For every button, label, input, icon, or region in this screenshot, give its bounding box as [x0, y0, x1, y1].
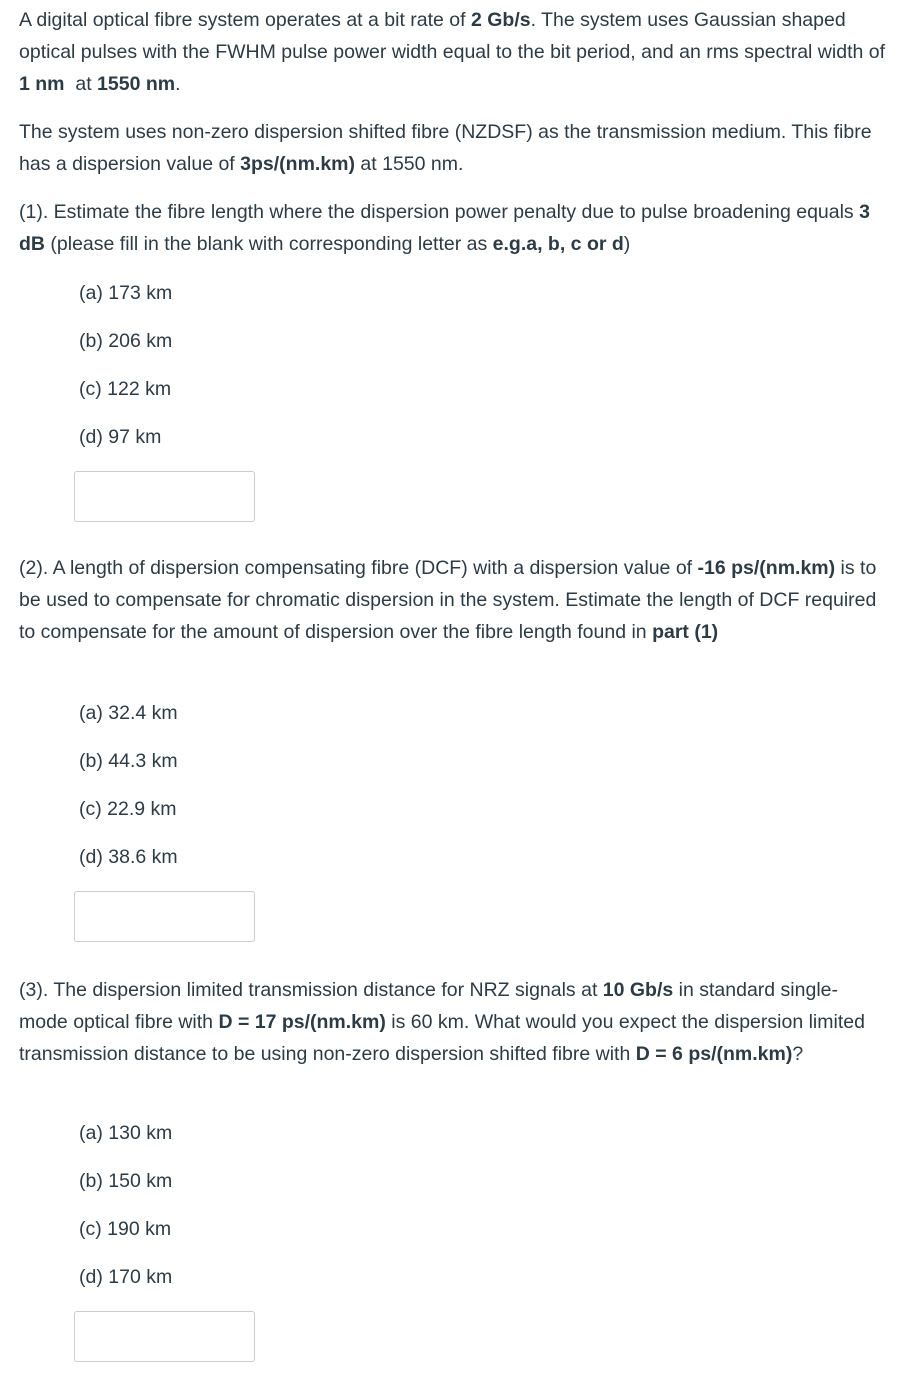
option-d: (d) 97 km	[79, 426, 162, 448]
intro-paragraph-1: A digital optical fibre system operates at a bit rate of 2 Gb/s. The system uses Gaussian shaped optical pulses with the FWHM pulse power width equal to the bit period, and an rms spectral width of 1 nm at 1550 nm.	[19, 9, 886, 95]
option-c: (c) 122 km	[79, 378, 172, 400]
question-1-options	[79, 277, 172, 469]
option-d: (d) 38.6 km	[79, 846, 178, 868]
option-b: (b) 206 km	[79, 330, 173, 352]
intro-paragraph-2: The system uses non-zero dispersion shifted fibre (NZDSF) as the transmission medium. This fibre has a dispersion value of 3ps/(nm.km) at 1550 nm.	[19, 121, 872, 175]
question-2-options	[79, 697, 178, 889]
question-3-answer-input[interactable]	[74, 1311, 255, 1362]
question-2-text: (2). A length of dispersion compensating fibre (DCF) with a dispersion value of -16 ps/(nm.km) is to be used to compensate for chromatic dispersion in the system. Estimate the length of DCF required to compensate for the amount of dispersion over the fibre length found in part (1)	[19, 557, 877, 643]
question-3-options	[79, 1117, 172, 1309]
option-b: (b) 44.3 km	[79, 750, 178, 772]
option-c: (c) 22.9 km	[79, 798, 177, 820]
question-1-answer-input[interactable]	[74, 471, 255, 522]
option-b: (b) 150 km	[79, 1170, 173, 1192]
option-c: (c) 190 km	[79, 1218, 172, 1240]
question-1-text: (1). Estimate the fibre length where the dispersion power penalty due to pulse broadening equals 3 dB (please fill in the blank with corresponding letter as e.g.a, b, c or d)	[19, 201, 870, 255]
question-3-text: (3). The dispersion limited transmission distance for NRZ signals at 10 Gb/s in standard single-mode optical fibre with D = 17 ps/(nm.km) is 60 km. What would you expect the dispersion limited transmission distance to be using non-zero dispersion shifted fibre with D = 6 ps/(nm.km)?	[19, 979, 865, 1065]
option-a: (a) 173 km	[79, 282, 173, 304]
option-d: (d) 170 km	[79, 1266, 173, 1288]
quiz-page	[0, 0, 904, 180]
question-2-answer-input[interactable]	[74, 891, 255, 942]
option-a: (a) 130 km	[79, 1122, 173, 1144]
option-a: (a) 32.4 km	[79, 702, 178, 724]
